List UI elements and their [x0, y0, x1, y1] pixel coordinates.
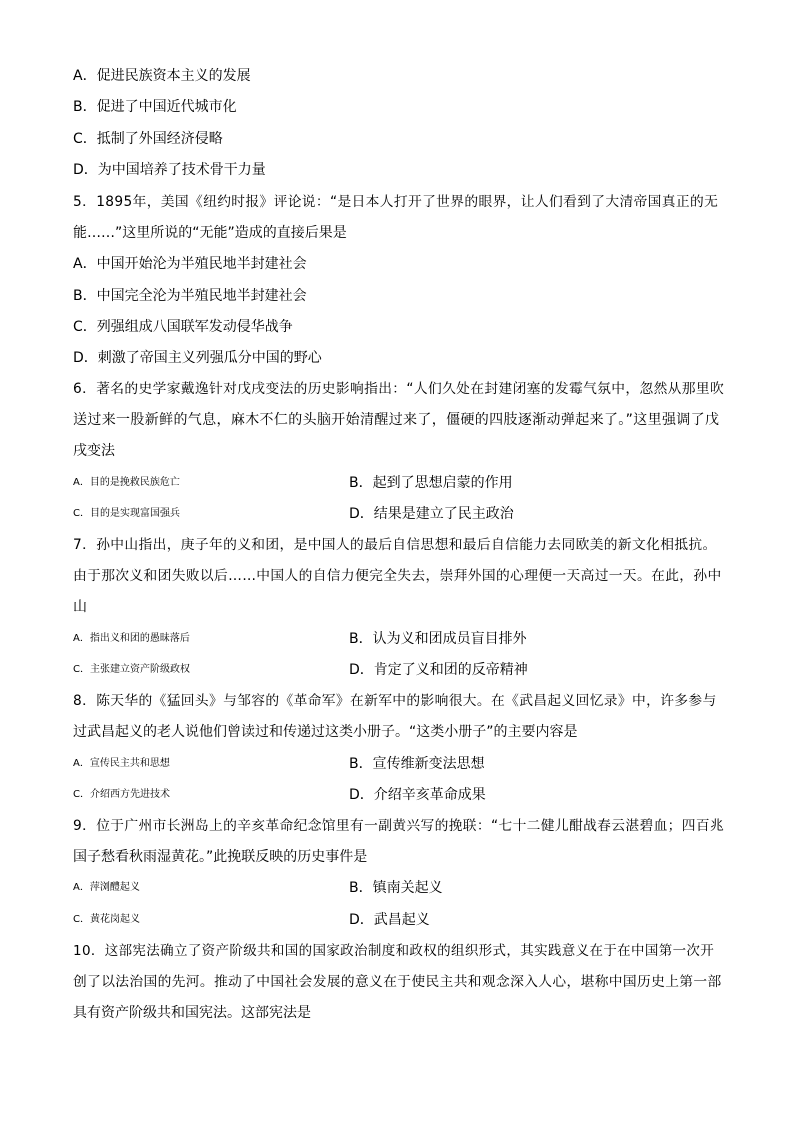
q4-option-d: D．为中国培养了技术骨干力量	[73, 162, 266, 178]
q8-stem-line-2: 过武昌起义的老人说他们曾读过和传递过这类小册子。“这类小册子”的主要内容是	[73, 724, 578, 740]
q7-stem-line-3: 山	[73, 599, 87, 615]
q6-option-c: C．目的是实现富国强兵	[73, 508, 180, 519]
q5-option-b: B．中国完全沦为半殖民地半封建社会	[73, 288, 307, 304]
q6-option-b: B．起到了思想启蒙的作用	[349, 475, 513, 491]
q4-option-b: B．促进了中国近代城市化	[73, 99, 237, 115]
q8-option-c: C．介绍西方先进技术	[73, 789, 170, 800]
q5-option-c: C．列强组成八国联军发动侵华战争	[73, 319, 293, 335]
q5-stem-line-1: 5．1895年，美国《纽约时报》评论说：“是日本人打开了世界的眼界，让人们看到了大清帝国真正的无	[73, 194, 719, 210]
q9-option-a: A．萍浏醴起义	[73, 882, 140, 893]
q4-option-a: A．促进民族资本主义的发展	[73, 68, 251, 84]
q9-option-b: B．镇南关起义	[349, 880, 443, 896]
q8-option-d: D．介绍辛亥革命成果	[349, 787, 486, 803]
q7-option-a: A．指出义和团的愚昧落后	[73, 633, 190, 644]
q6-stem-line-2: 送过来一股新鲜的气息，麻木不仁的头脑开始清醒过来了，僵硬的四肢逐渐动弹起来了。”这里强调了戊	[73, 412, 720, 428]
q7-stem-line-1: 7．孙中山指出，庚子年的义和团，是中国人的最后自信思想和最后自信能力去同欧美的新文化相抵抗。	[73, 537, 717, 553]
q10-stem-line-3: 具有资产阶级共和国宪法。这部宪法是	[73, 1005, 311, 1021]
q8-stem-line-1: 8．陈天华的《猛回头》与邹容的《革命军》在新军中的影响很大。在《武昌起义回忆录》中，许多参与	[73, 693, 717, 709]
q10-stem-line-1: 10．这部宪法确立了资产阶级共和国的国家政治制度和政权的组织形式，其实践意义在于在中国第一次开	[73, 943, 715, 959]
q6-stem-line-3: 戌变法	[73, 443, 115, 459]
q7-option-c: C．主张建立资产阶级政权	[73, 664, 190, 675]
q9-stem-line-2: 国子愁看秋雨湿黄花。”此挽联反映的历史事件是	[73, 849, 368, 865]
q5-stem-line-2: 能……”这里所说的“无能”造成的直接后果是	[73, 225, 347, 241]
q10-stem-line-2: 创了以法治国的先河。推动了中国社会发展的意义在于使民主共和观念深入人心，堪称中国历史上第一部	[73, 974, 722, 990]
q9-stem-line-1: 9．位于广州市长洲岛上的辛亥革命纪念馆里有一副黄兴写的挽联：“七十二健儿酣战春云湛碧血；四百兆	[73, 818, 725, 834]
q7-option-b: B．认为义和团成员盲目排外	[349, 631, 527, 647]
q9-option-c: C．黄花岗起义	[73, 914, 140, 925]
q5-option-a: A．中国开始沦为半殖民地半封建社会	[73, 256, 307, 272]
q9-option-d: D．武昌起义	[349, 912, 430, 928]
q6-option-a: A．目的是挽救民族危亡	[73, 477, 180, 488]
q6-option-d: D．结果是建立了民主政治	[349, 506, 514, 522]
q6-stem-line-1: 6．著名的史学家戴逸针对戊戌变法的历史影响指出：“人们久处在封建闭塞的发霉气氛中，忽然从那里吹	[73, 381, 725, 397]
q4-option-c: C．抵制了外国经济侵略	[73, 131, 223, 147]
q8-option-a: A．宣传民主共和思想	[73, 758, 170, 769]
q7-option-d: D．肯定了义和团的反帝精神	[349, 662, 528, 678]
q7-stem-line-2: 由于那次义和团失败以后……中国人的自信力便完全失去，崇拜外国的心理便一天高过一天。在此，孙中	[73, 568, 722, 584]
q5-option-d: D．刺激了帝国主义列强瓜分中国的野心	[73, 350, 322, 366]
q8-option-b: B．宣传维新变法思想	[349, 756, 485, 772]
